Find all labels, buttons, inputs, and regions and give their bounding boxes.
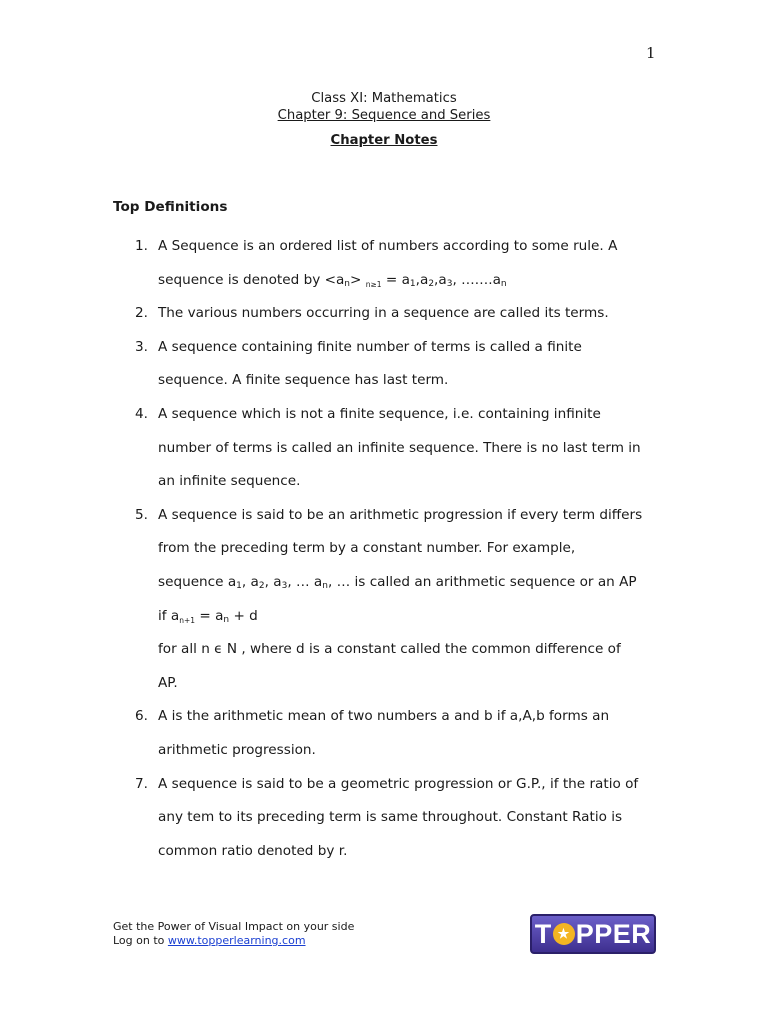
notes-title: Chapter Notes bbox=[330, 133, 438, 148]
list-item bbox=[113, 499, 673, 701]
definition-text: A Sequence is an ordered list of numbers according to some rule. A bbox=[158, 238, 618, 254]
list-number: 7. bbox=[135, 775, 148, 792]
document-header bbox=[0, 90, 768, 149]
list-item bbox=[113, 768, 673, 869]
definition-text: common ratio denoted by r. bbox=[158, 842, 348, 859]
ap-formula: if $a_{n+1} = a_n + d$ bbox=[158, 607, 258, 625]
section-heading: Top Definitions bbox=[113, 199, 228, 215]
definition-text: arithmetic progression. bbox=[158, 741, 316, 758]
definition-text: A sequence which is not a finite sequence, i.e. containing infinite bbox=[158, 405, 601, 422]
definition-text: sequence. A finite sequence has last term. bbox=[158, 372, 449, 389]
definition-text: A is the arithmetic mean of two numbers a and b if a,A,b forms an bbox=[158, 708, 610, 725]
definition-text: A sequence is said to be an arithmetic progression if every term differs bbox=[158, 506, 643, 523]
star-icon: ★ bbox=[553, 923, 575, 945]
list-number: 6. bbox=[135, 708, 148, 725]
footer-tagline: Get the Power of Visual Impact on your side bbox=[113, 920, 355, 933]
topper-logo: T ★ PPER bbox=[530, 914, 656, 954]
list-item bbox=[113, 398, 673, 499]
definition-text: from the preceding term by a constant number. For example, bbox=[158, 540, 576, 557]
list-number: 2. bbox=[135, 305, 148, 322]
chapter-title: Chapter 9: Sequence and Series bbox=[277, 108, 491, 123]
definitions-list bbox=[113, 230, 673, 868]
page-footer bbox=[113, 920, 354, 948]
list-number: 1. bbox=[135, 238, 148, 254]
definition-text: The various numbers occurring in a sequence are called its terms. bbox=[158, 305, 609, 322]
footer-logon: Log on to www.topperlearning.com bbox=[113, 934, 306, 947]
sequence-notation: sequence is denoted by $<a_n> _{n\ge 1} = a_1,a_2,a_3$, $\dots\dots.a_n$ bbox=[158, 271, 507, 289]
page-number: 1 bbox=[646, 44, 656, 62]
website-link[interactable]: www.topperlearning.com bbox=[167, 934, 306, 947]
list-item bbox=[113, 230, 673, 297]
definition-text: for all n ϵ N , where d is a constant called the common difference of bbox=[158, 641, 621, 658]
definition-text: an infinite sequence. bbox=[158, 473, 301, 490]
definition-text: A sequence is said to be a geometric progression or G.P., if the ratio of bbox=[158, 775, 639, 792]
list-item bbox=[113, 700, 673, 767]
list-number: 3. bbox=[135, 338, 148, 355]
list-item bbox=[113, 297, 673, 331]
definition-text: A sequence containing finite number of terms is called a finite bbox=[158, 338, 582, 355]
class-title: Class XI: Mathematics bbox=[311, 91, 457, 106]
definition-text: any tem to its preceding term is same throughout. Constant Ratio is bbox=[158, 809, 623, 826]
list-item bbox=[113, 331, 673, 398]
list-number: 5. bbox=[135, 506, 148, 523]
sequence-example: sequence $a_1$, $a_2$, $a_3$, … $a_n$, … is called an arithmetic sequence or an AP bbox=[158, 573, 637, 591]
definition-text: AP. bbox=[158, 674, 178, 691]
list-number: 4. bbox=[135, 405, 148, 422]
definition-text: number of terms is called an infinite sequence. There is no last term in bbox=[158, 439, 641, 456]
